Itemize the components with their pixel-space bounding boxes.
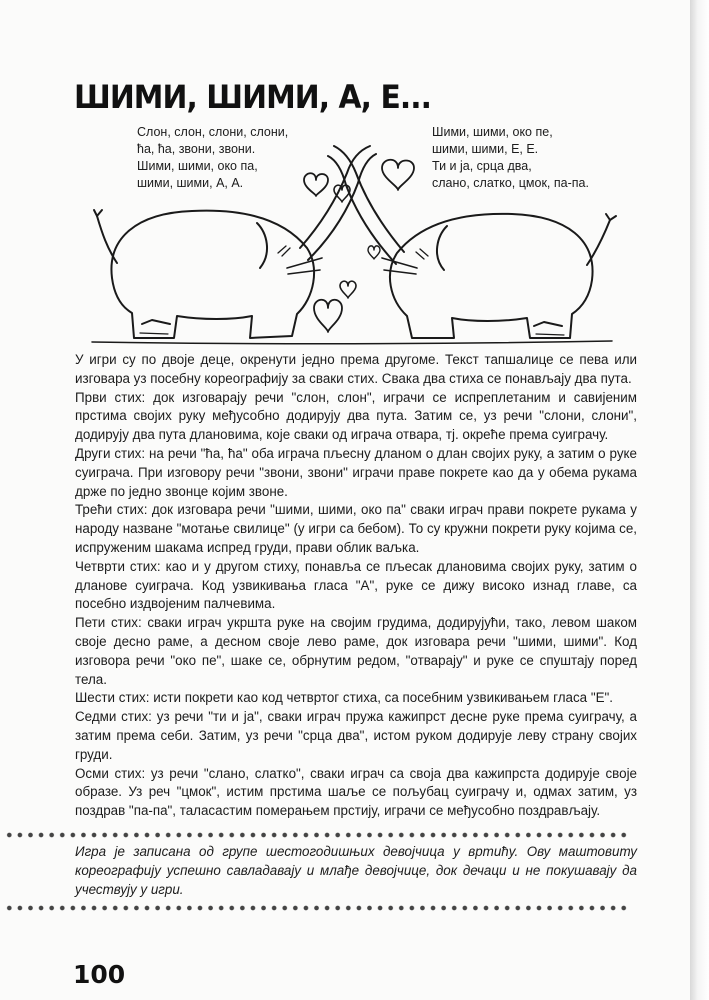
dotted-divider: [4, 831, 630, 839]
paragraph: Шести стих: исти покрети као код четвртог стиха, са посебним узвикивањем гласа "Е".: [75, 690, 613, 706]
verse-line: слано, слатко, цмок, па-па.: [432, 176, 589, 190]
page-number: 100: [73, 960, 126, 989]
paragraph: Седми стих: уз речи "ти и ја", сваки играч пружа кажипрст десне руке према суиграчу, а затим према себи. Затим, уз речи "срца два", истом руком додирује леву страну својих груди.: [75, 709, 637, 762]
verse-line: ћа, ћа, звони, звони.: [137, 142, 256, 156]
instructions-body: [75, 351, 637, 821]
verse-line: Слон, слон, слони, слони,: [137, 125, 289, 139]
paragraph: Први стих: док изговарају речи "слон, слон", играчи се испреплетаним и савијеним прстима својих руку међусобно додирују два пута. Затим се, уз речи "слони, слони", додирују два пута длановима, које сваки од играча отвара, тј. окреће према суиграчу.: [75, 389, 637, 443]
elephants-illustration: [82, 128, 622, 350]
italic-note: Игра је записана од групе шестогодишњих девојчица у вртићу. Ову маштовиту кореографију успешно савладавају и млађе девојчице, док дечаци и не покушавају да учествују у игри.: [75, 844, 637, 897]
page-edge-shadow: [690, 0, 709, 1000]
page-title: ШИМИ, ШИМИ, А, Е...: [74, 78, 431, 116]
paragraph: Четврти стих: као и у другом стиху, понавља се пљесак длановима својих руку, затим о дланове суиграча. Код узвикивања гласа "А", руке се дижу високо изнад главе, са посебно издвојеним палчевима.: [75, 558, 637, 612]
paragraph: Осми стих: уз речи "слано, слатко", сваки играч са своја два кажипрста додирује своје образе. Уз реч "цмок", истим прстима шаље се пољубац суиграчу и, одмах затим, уз поздрав "па-па", таласастим померањем прстију, играчи се међусобно поздрављају.: [75, 765, 637, 819]
verse-line: шими, шими, А, А.: [137, 176, 244, 190]
dotted-divider: [4, 904, 630, 912]
verse-line: Шими, шими, око па,: [137, 159, 258, 173]
verse-line: Ти и ја, срца два,: [432, 159, 532, 173]
paragraph: Други стих: на речи "ћа, ћа" оба играча пљесну дланом о длан својих руку, а затим о руке суиграча. При изговору речи "звони, звони" играчи праве покрете као да у обема рукама држе по једно звонце којим звоне.: [75, 445, 637, 499]
paragraph: У игри су по двоје деце, окренути једно према другоме. Текст тапшалице се пева или изговара уз посебну кореографију за сваки стих. Свака два стиха се понављају два пута.: [75, 352, 637, 386]
paragraph: Пети стих: сваки играч укршта руке на својим грудима, додирујући, тако, левом шаком своје десно раме, а десном своје лево раме, док изговара речи "шими, шими". Код изговора речи "око пе", шаке се, обрнутим редом, "отварају" и руке се спуштају поред тела.: [75, 615, 637, 687]
verse-line: Шими, шими, око пе,: [432, 125, 553, 139]
paragraph: Трећи стих: док изговара речи "шими, шими, око па" сваки играч прави покрете рукама у народу назване "мотање свилице" (у игри са бебом). То су кружни покрети руку којима се, испруженим шакама испред груди, прави облик ваљка.: [75, 502, 637, 555]
verse-line: шими, шими, Е, Е.: [432, 142, 539, 156]
